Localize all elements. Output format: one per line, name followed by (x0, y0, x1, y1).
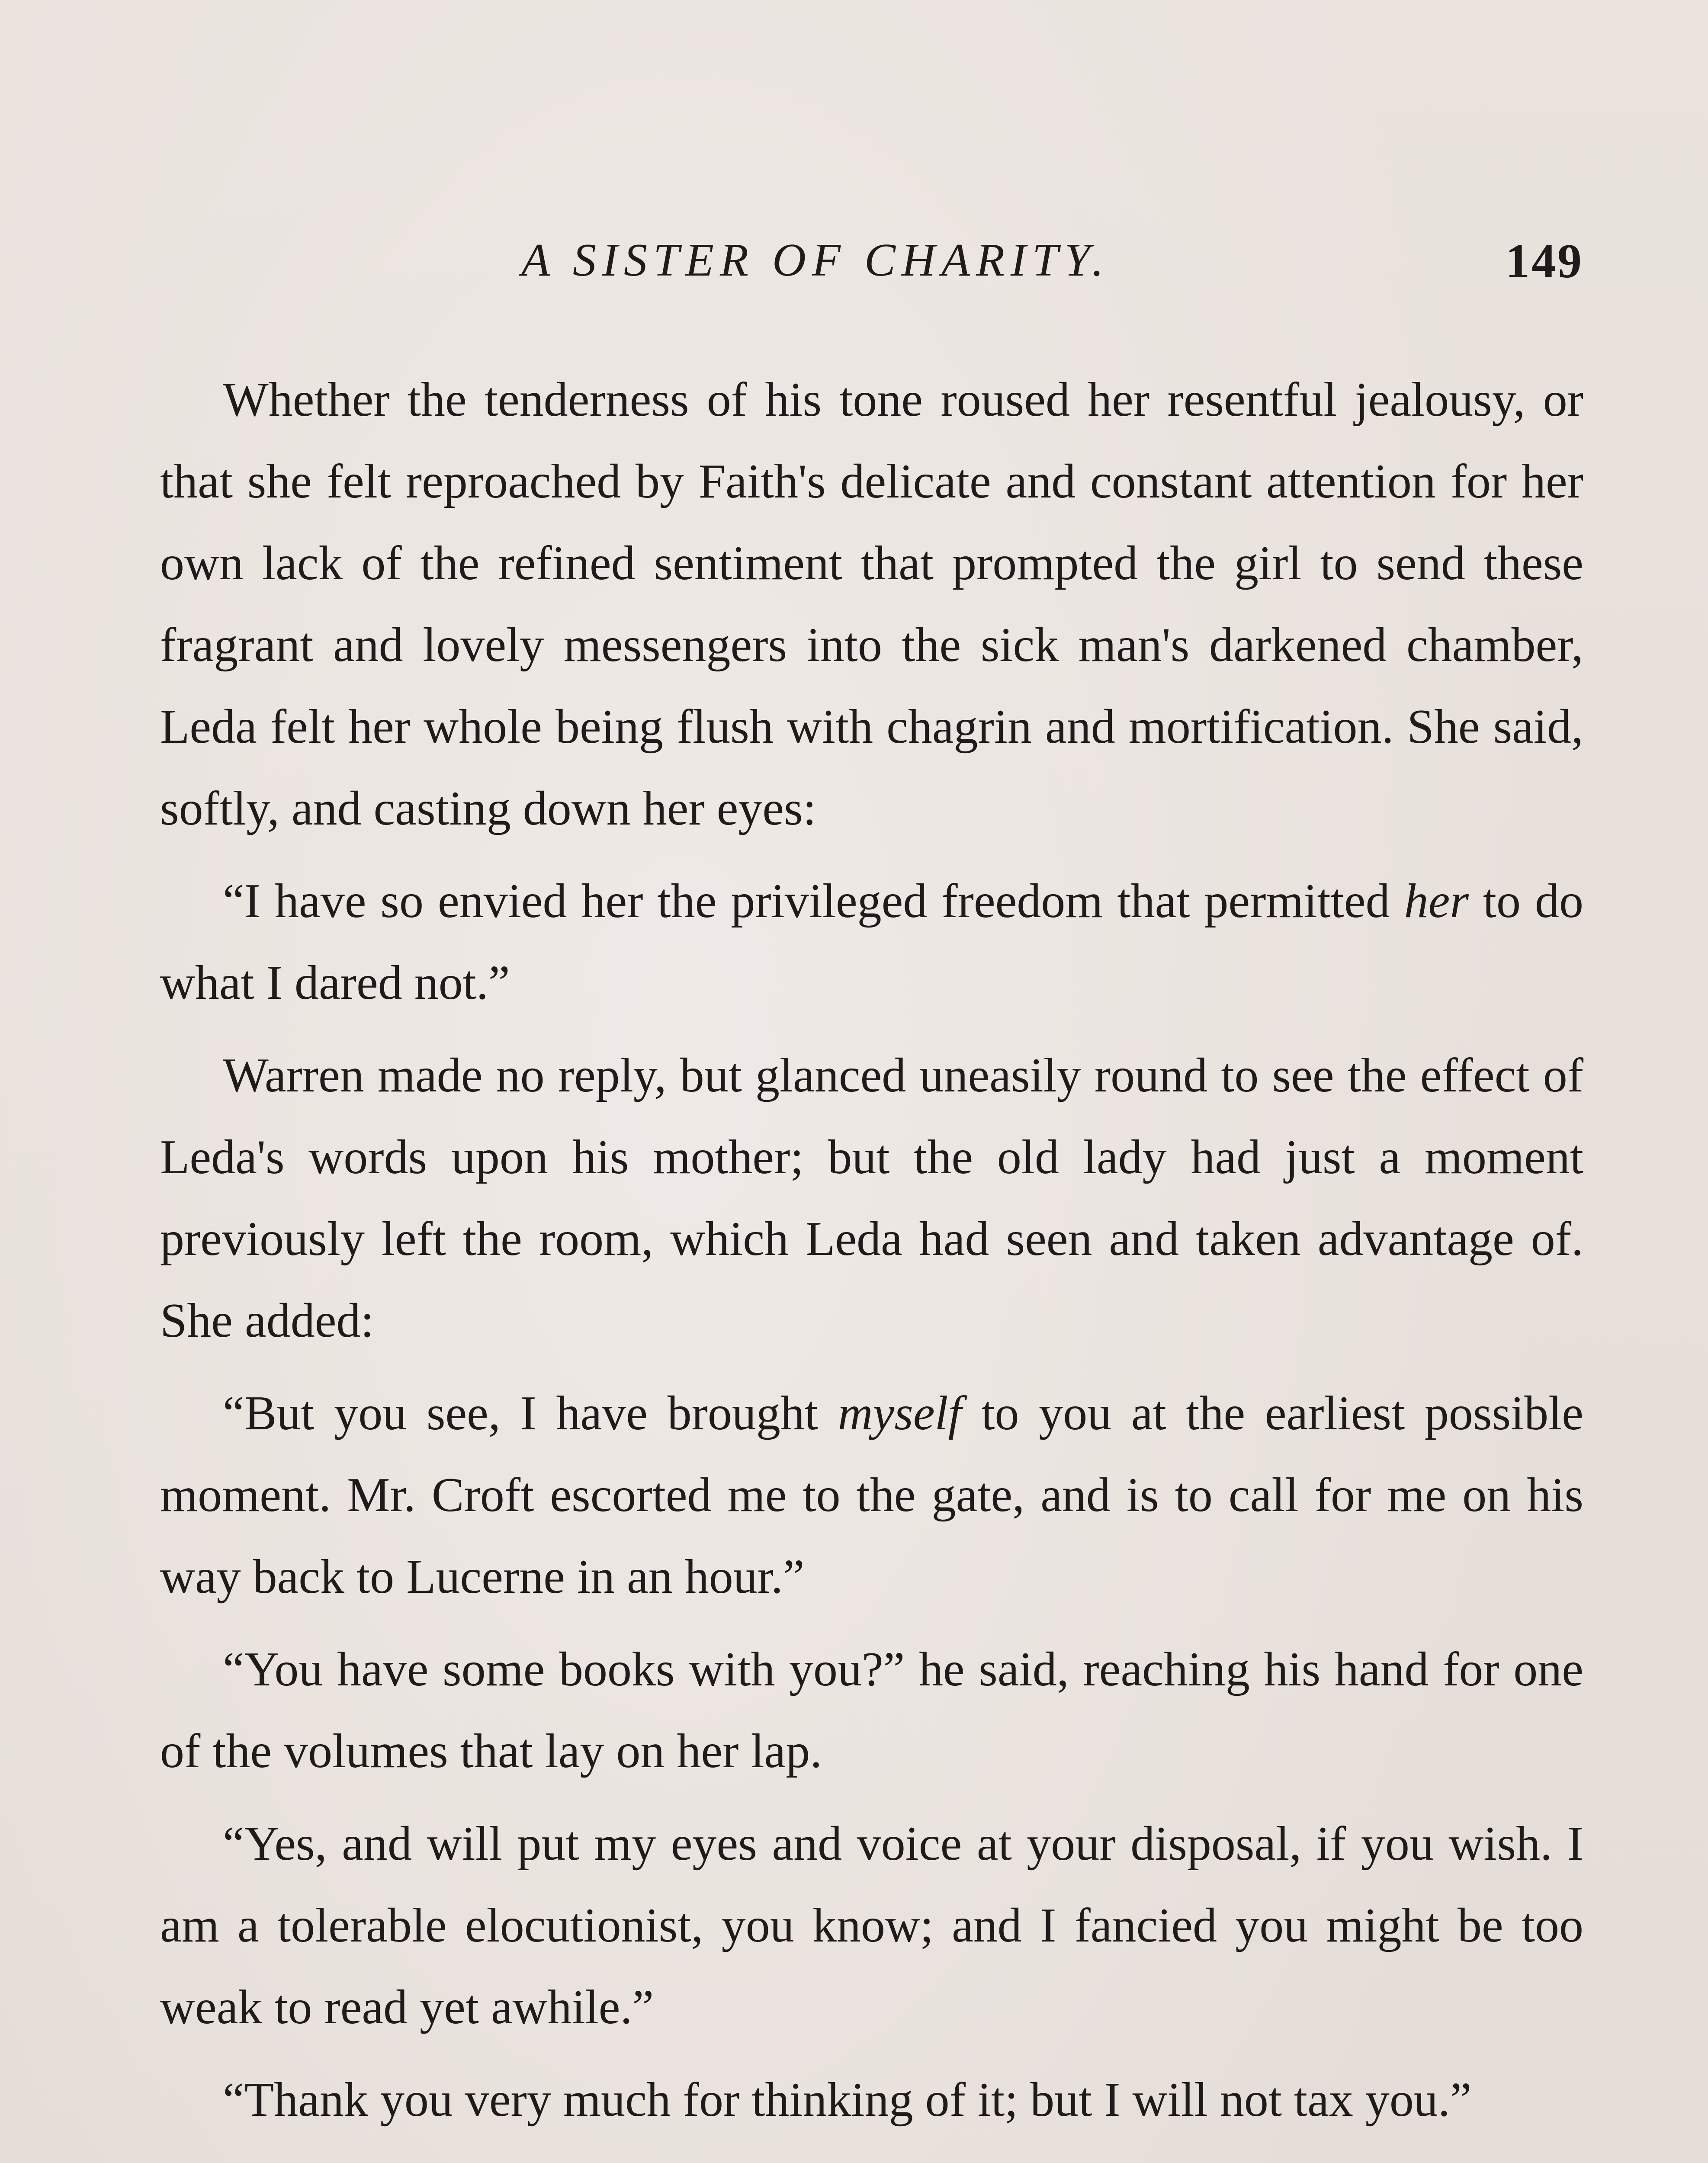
paragraph-7: “Thank you very much for thinking of it; but I will not tax you.” (223, 2073, 1472, 2127)
paragraph-4-emphasis: myself (838, 1386, 962, 1440)
paragraph-2-emphasis: her (1404, 874, 1469, 928)
paragraph-4 (160, 1373, 1583, 1618)
page-number: 149 (1506, 234, 1583, 288)
paragraph-4-part-b: to you at the earliest possible moment. Mr. Croft escorted me to the gate, and is to call for me on his way back to Lucerne in an hour.” (160, 1386, 1583, 1604)
paragraph-2-part-a: “I have so envied her the privileged freedom that permitted (223, 874, 1404, 928)
paragraph-5: “You have some books with you?” he said, reaching his hand for one of the volumes that lay on her lap. (160, 1643, 1583, 1778)
paragraph-1: Whether the tenderness of his tone roused her resentful jealousy, or that she felt reproached by Faith's delicate and constant attention for her own lack of the refined sentiment that prompted the girl to send these fragrant and lovely messengers into the sick man's darkened chamber, Leda felt her whole being flush with chagrin and mortification. She said, softly, and casting down her eyes: (160, 373, 1583, 835)
paragraph-2-part-b: to do what I dared not.” (160, 874, 1583, 1010)
paragraph-6: “Yes, and will put my eyes and voice at your disposal, if you wish. I am a tolerable elocutionist, you know; and I fancied you might be too weak to read yet awhile.” (160, 1817, 1583, 2034)
body-text (160, 359, 1583, 2163)
paragraph-8 (160, 2152, 1583, 2163)
paragraph-4-part-a: “But you see, I have brought (223, 1386, 838, 1440)
page-header (160, 234, 1583, 294)
paragraph-3: Warren made no reply, but glanced uneasily round to see the effect of Leda's words upon his mother; but the old lady had just a moment previously left the room, which Leda had seen and taken advantage of. She added: (160, 1049, 1583, 1348)
paragraph-2 (160, 860, 1583, 1024)
running-title: A SISTER OF CHARITY. (521, 234, 1110, 286)
